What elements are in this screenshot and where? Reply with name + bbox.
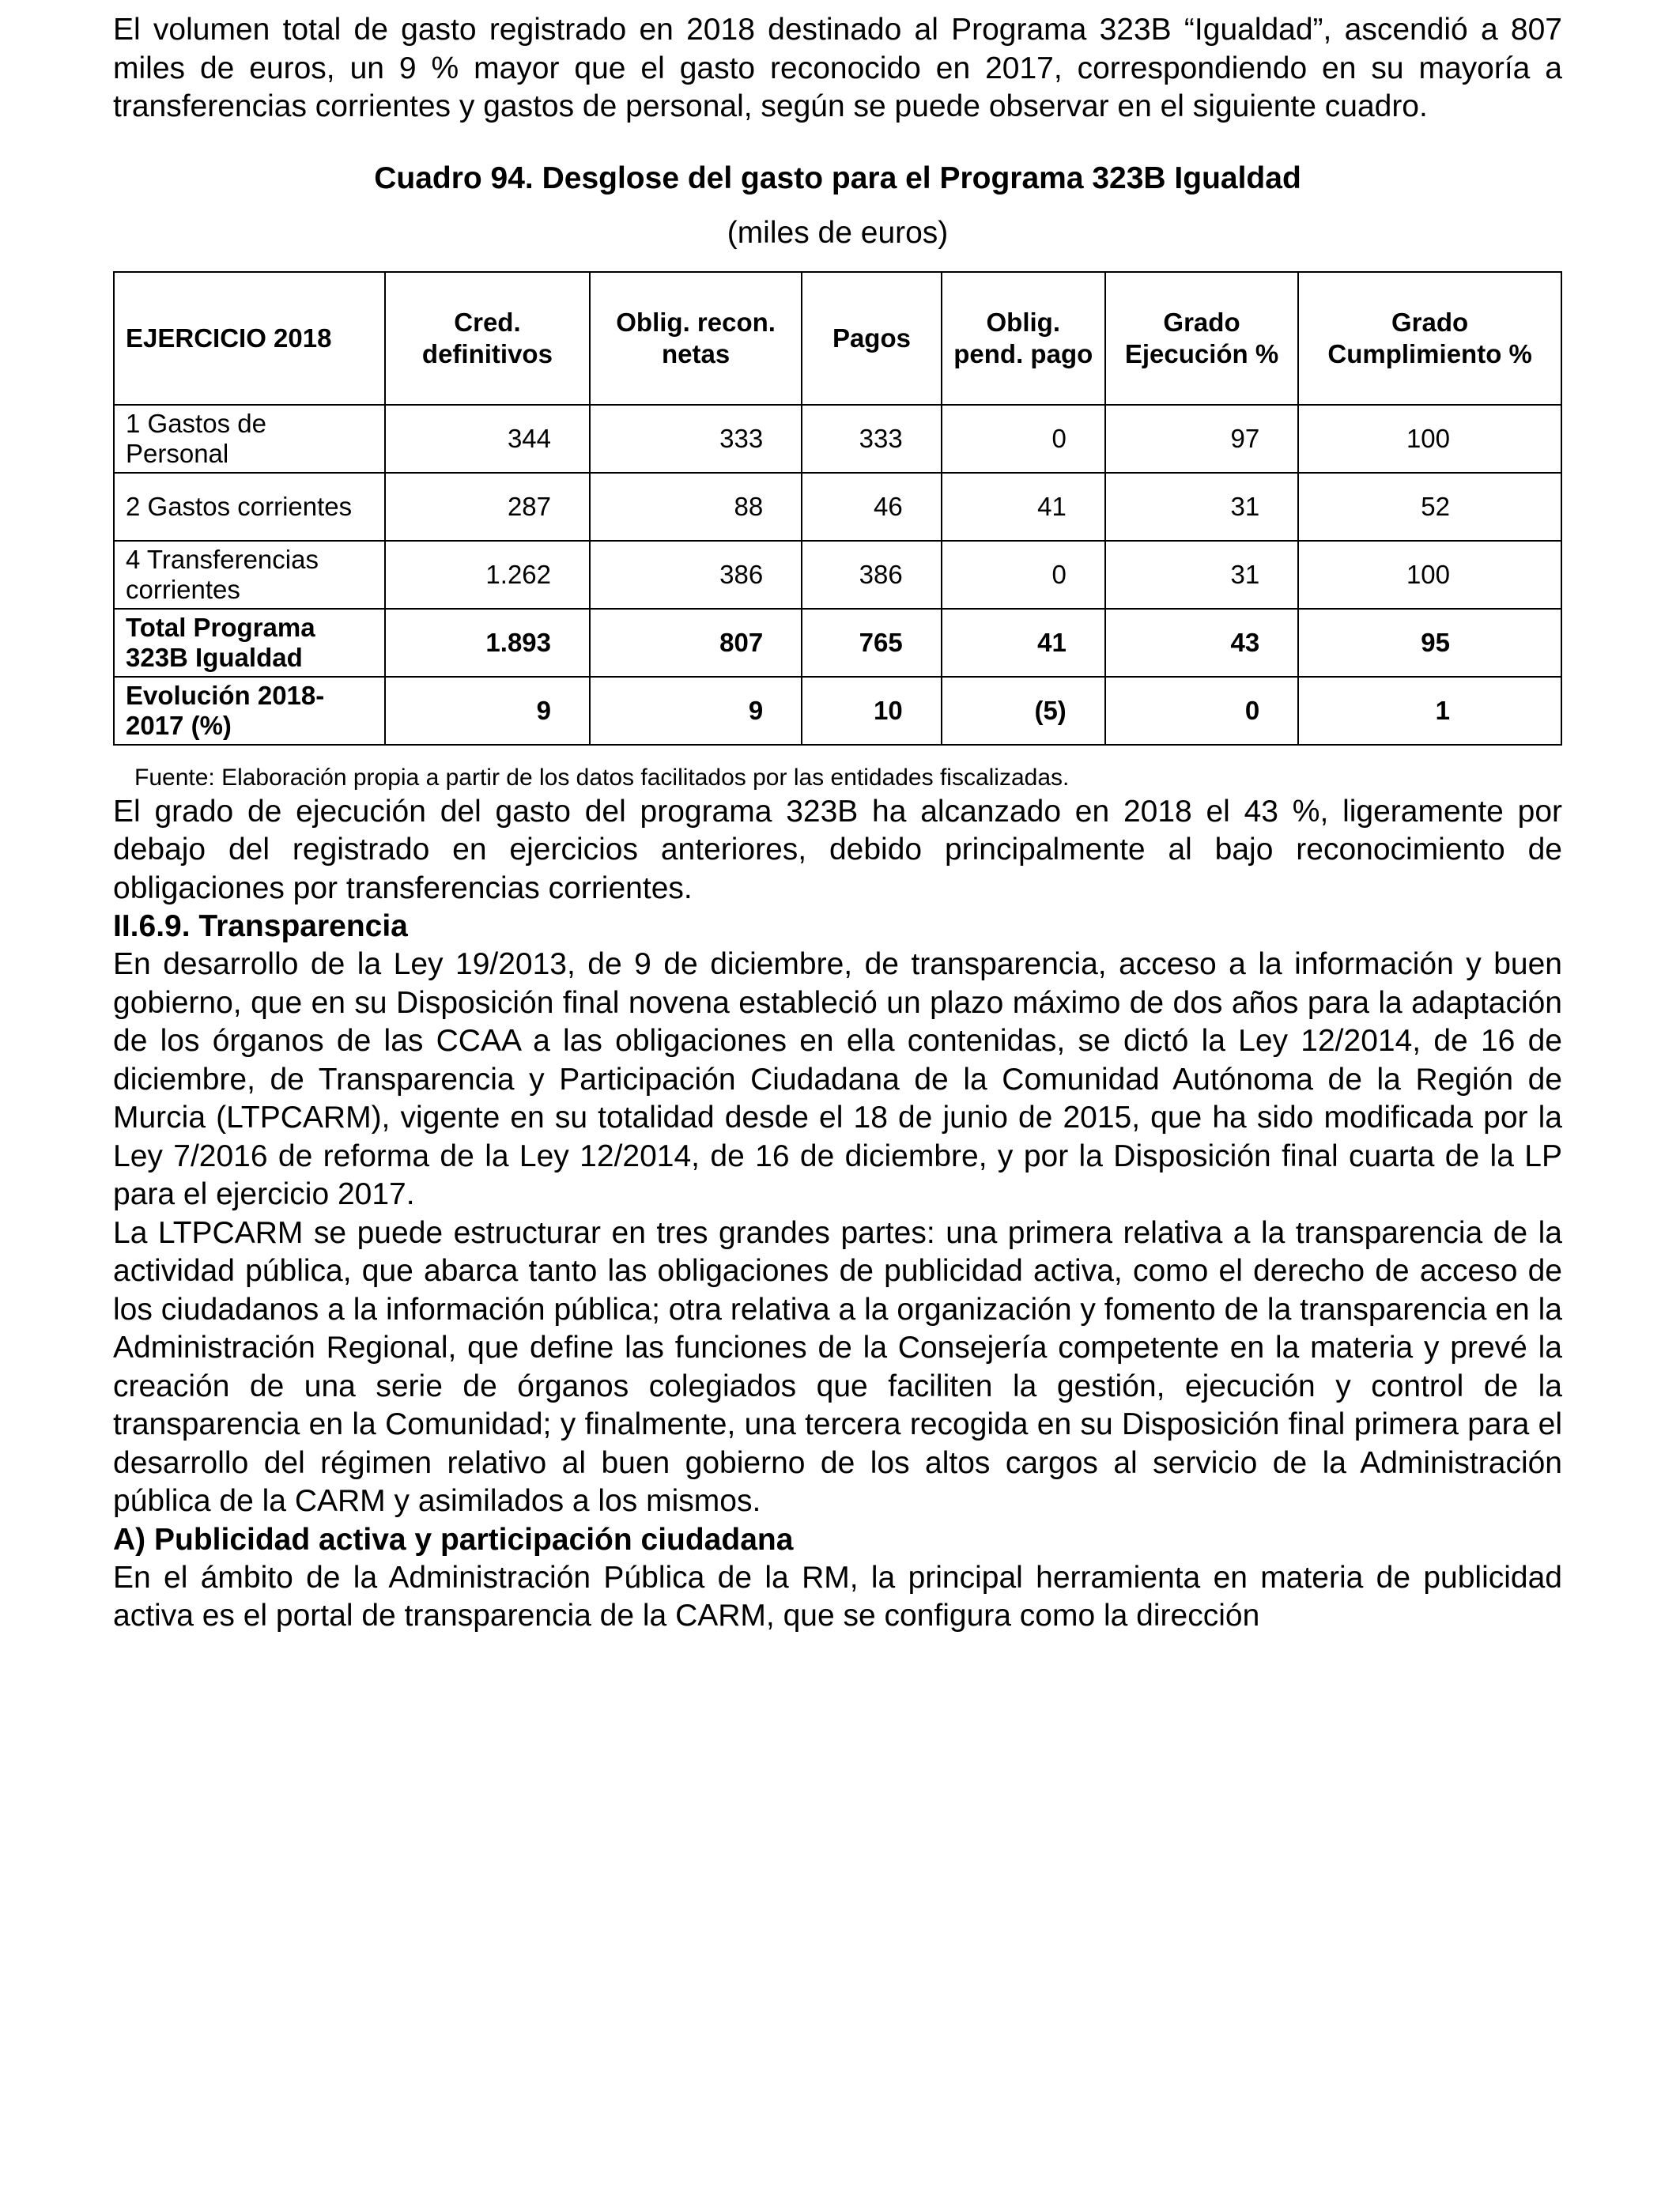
cell-oblig-recon-netas: 807 (590, 609, 802, 677)
cell-oblig-recon-netas: 333 (590, 405, 802, 473)
intro-paragraph: El volumen total de gasto registrado en 2018 destinado al Programa 323B “Igualdad”, ascendió a 807 miles de euros, un 9 % mayor que el gasto reconocido en 2017, correspondiendo en su mayoría a transferencias corrientes y gastos de personal, según se puede observar en el siguiente cuadro. (113, 13, 1562, 123)
law-paragraph: En desarrollo de la Ley 19/2013, de 9 de diciembre, de transparencia, acceso a la información y buen gobierno, que en su Disposición final novena estableció un plazo máximo de dos años para la adaptación de los órganos de las CCAA a las obligaciones en ella contenidas, se dictó la Ley 12/2014, de 16 de diciembre, de Transparencia y Participación Ciudadana de la Comunidad Autónoma de la Región de Murcia (LTPCARM), vigente en su totalidad desde el 18 de junio de 2015, que ha sido modificada por la Ley 7/2016 de reforma de la Ley 12/2014, de 16 de diciembre, y por la Disposición final cuarta de la LP para el ejercicio 2017. (113, 947, 1562, 1211)
cell-pagos: 10 (802, 677, 942, 745)
table-row (114, 473, 1561, 541)
table-source-note: Fuente: Elaboración propia a partir de los datos facilitados por las entidades fiscalizadas. (134, 764, 1070, 791)
table-row-evolution (114, 677, 1561, 745)
cell-grado-ejecucion: 97 (1105, 405, 1298, 473)
cell-grado-ejecucion: 43 (1105, 609, 1298, 677)
cell-grado-ejecucion: 31 (1105, 473, 1298, 541)
document-page (113, 11, 1562, 1636)
cell-grado-cumplimiento: 100 (1298, 541, 1561, 609)
cell-cred-definitivos: 287 (385, 473, 590, 541)
header-oblig-pend-pago: Oblig. pend. pago (942, 272, 1105, 405)
cell-grado-cumplimiento: 1 (1298, 677, 1561, 745)
cell-cred-definitivos: 1.262 (385, 541, 590, 609)
cell-pagos: 765 (802, 609, 942, 677)
table-row (114, 405, 1561, 473)
portal-paragraph: En el ámbito de la Administración Pública de la RM, la principal herramienta en materia de publicidad activa es el portal de transparencia de la CARM, que se configura como la dirección (113, 1560, 1562, 1633)
row-label: Evolución 2018-2017 (%) (114, 677, 385, 745)
header-cred-definitivos: Cred. definitivos (385, 272, 590, 405)
cell-cred-definitivos: 9 (385, 677, 590, 745)
cell-oblig-pend-pago: 0 (942, 541, 1105, 609)
row-label: 1 Gastos de Personal (114, 405, 385, 473)
header-grado-cumplimiento: Grado Cumplimiento % (1298, 272, 1561, 405)
cell-cred-definitivos: 344 (385, 405, 590, 473)
cell-pagos: 386 (802, 541, 942, 609)
row-label: Total Programa 323B Igualdad (114, 609, 385, 677)
cell-oblig-pend-pago: 41 (942, 473, 1105, 541)
cell-cred-definitivos: 1.893 (385, 609, 590, 677)
header-grado-ejecucion: Grado Ejecución % (1105, 272, 1298, 405)
section-heading: II.6.9. Transparencia (113, 909, 408, 943)
subsection-heading: A) Publicidad activa y participación ciudadana (113, 1522, 794, 1557)
cell-grado-cumplimiento: 52 (1298, 473, 1561, 541)
cell-pagos: 46 (802, 473, 942, 541)
cell-oblig-pend-pago: (5) (942, 677, 1105, 745)
table-caption: Cuadro 94. Desglose del gasto para el Programa 323B Igualdad (374, 160, 1301, 195)
table-header-row (114, 272, 1561, 405)
table-units: (miles de euros) (727, 215, 949, 250)
execution-paragraph: El grado de ejecución del gasto del programa 323B ha alcanzado en 2018 el 43 %, ligeramente por debajo del registrado en ejercicios anteriores, debido principalmente al bajo reconocimiento de obligaciones por transferencias corrientes. (113, 794, 1562, 905)
expense-table (113, 271, 1562, 746)
cell-grado-ejecucion: 31 (1105, 541, 1298, 609)
table-row-total (114, 609, 1561, 677)
cell-oblig-pend-pago: 41 (942, 609, 1105, 677)
cell-pagos: 333 (802, 405, 942, 473)
row-label: 4 Transferencias corrientes (114, 541, 385, 609)
row-label: 2 Gastos corrientes (114, 473, 385, 541)
table-row (114, 541, 1561, 609)
cell-oblig-recon-netas: 386 (590, 541, 802, 609)
cell-grado-cumplimiento: 100 (1298, 405, 1561, 473)
cell-grado-cumplimiento: 95 (1298, 609, 1561, 677)
header-oblig-recon-netas: Oblig. recon. netas (590, 272, 802, 405)
structure-paragraph: La LTPCARM se puede estructurar en tres grandes partes: una primera relativa a la transparencia de la actividad pública, que abarca tanto las obligaciones de publicidad activa, como el derecho de acceso de los ciudadanos a la información pública; otra relativa a la organización y fomento de la transparencia en la Administración Regional, que define las funciones de la Consejería competente en la materia y prevé la creación de una serie de órganos colegiados que faciliten la gestión, ejecución y control de la transparencia en la Comunidad; y finalmente, una tercera recogida en su Disposición final primera para el desarrollo del régimen relativo al buen gobierno de los altos cargos al servicio de la Administración pública de la CARM y asimilados a los mismos. (113, 1215, 1562, 1518)
header-ejercicio: EJERCICIO 2018 (114, 272, 385, 405)
cell-grado-ejecucion: 0 (1105, 677, 1298, 745)
cell-oblig-pend-pago: 0 (942, 405, 1105, 473)
cell-oblig-recon-netas: 88 (590, 473, 802, 541)
cell-oblig-recon-netas: 9 (590, 677, 802, 745)
header-pagos: Pagos (802, 272, 942, 405)
